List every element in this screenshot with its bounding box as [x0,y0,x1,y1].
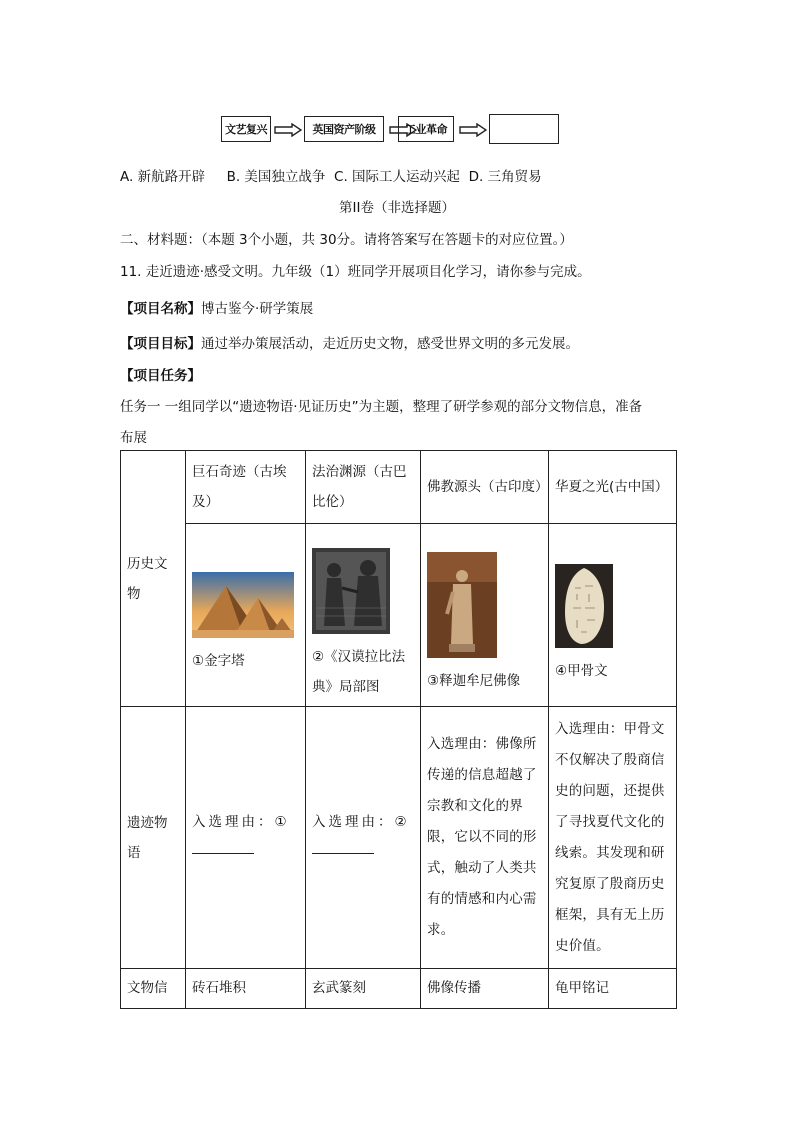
story-egypt-prefix: 入选理由：① [192,813,290,830]
table-story-row [121,707,677,969]
story-babylon-prefix: 入选理由：② [312,813,410,830]
section-title: 第II卷（非选择题） [339,200,455,216]
option-b: B. 美国独立战争 [226,169,326,185]
table-info-row [121,969,677,1009]
project-goal-text: 通过举办策展活动，走近历史文物，感受世界文明的多元发展。 [201,336,579,352]
caption-hammurabi: ②《汉谟拉比法典》局部图 [312,649,406,695]
project-goal [120,332,579,352]
part2-heading: 二、材料题：（本题 3个小题，共 30分。请将答案写在答题卡的对应位置。） [120,232,573,248]
task1-line1: 任务一 一组同学以“遗迹物语·见证历史”为主题，整理了研学参观的部分文物信息，准备 [120,399,643,415]
info-china: 龟甲铭记 [549,969,677,1009]
hammurabi-code-image [312,548,390,634]
option-a: A. 新航路开辟 [120,169,206,185]
right-arrow-icon [459,123,487,137]
relic-table [120,450,677,1009]
header-egypt: 巨石奇迹（古埃及） [186,451,306,524]
flow-box-blank [489,114,559,144]
cell-oracle-bone [549,524,677,707]
info-babylon: 玄武篆刻 [306,969,421,1009]
answer-blank-1[interactable] [192,852,254,854]
story-india: 入选理由：佛像所传递的信息超越了宗教和文化的界限，它以不同的形式，触动了人类共有的情感和内心需求。 [421,707,549,969]
buddha-statue-image [427,552,497,658]
option-c: C. 国际工人运动兴起 [334,169,461,185]
project-task-label: 【项目任务】 [120,368,201,384]
row-label-info: 文物信 [121,969,186,1009]
oracle-bone-image [555,564,613,648]
pyramid-image [192,572,294,638]
header-india: 佛教源头（古印度） [421,451,549,524]
project-name-text: 博古鉴今·研学策展 [201,301,314,317]
row-label-relics: 历史文物 [121,451,186,707]
flow-box-bourgeoisie: 英国资产阶级 [304,116,384,142]
story-babylon [306,707,421,969]
cell-buddha [421,524,549,707]
table-header-row [121,451,677,524]
cell-pyramid [186,524,306,707]
table-image-row [121,524,677,707]
header-china: 华夏之光(古中国） [549,451,677,524]
project-goal-label: 【项目目标】 [120,336,201,352]
project-task [120,364,201,384]
caption-oracle-bone: ④甲骨文 [555,663,608,679]
row-label-story: 遗迹物语 [121,707,186,969]
task1-line2: 布展 [120,430,147,446]
flow-diagram [221,113,561,145]
option-d: D. 三角贸易 [468,169,542,185]
caption-buddha: ③释迦牟尼佛像 [427,673,521,689]
flow-box-renaissance: 文艺复兴 [221,116,271,142]
answer-options [120,165,542,185]
cell-hammurabi [306,524,421,707]
question-11: 11. 走近遗迹·感受文明。九年级（1）班同学开展项目化学习，请你参与完成。 [120,264,591,280]
story-egypt [186,707,306,969]
header-babylon: 法治渊源（古巴比伦） [306,451,421,524]
project-name [120,297,313,317]
right-arrow-icon [274,123,302,137]
project-name-label: 【项目名称】 [120,301,201,317]
info-egypt: 砖石堆积 [186,969,306,1009]
flow-box-industrial-revolution: 工业革命 [398,116,454,142]
story-china: 入选理由：甲骨文不仅解决了殷商信史的问题，还提供了寻找夏代文化的线索。其发现和研究复原了殷商历史框架，具有无上历史价值。 [549,707,677,969]
info-india: 佛像传播 [421,969,549,1009]
answer-blank-2[interactable] [312,852,374,854]
caption-pyramid: ①金字塔 [192,653,245,669]
